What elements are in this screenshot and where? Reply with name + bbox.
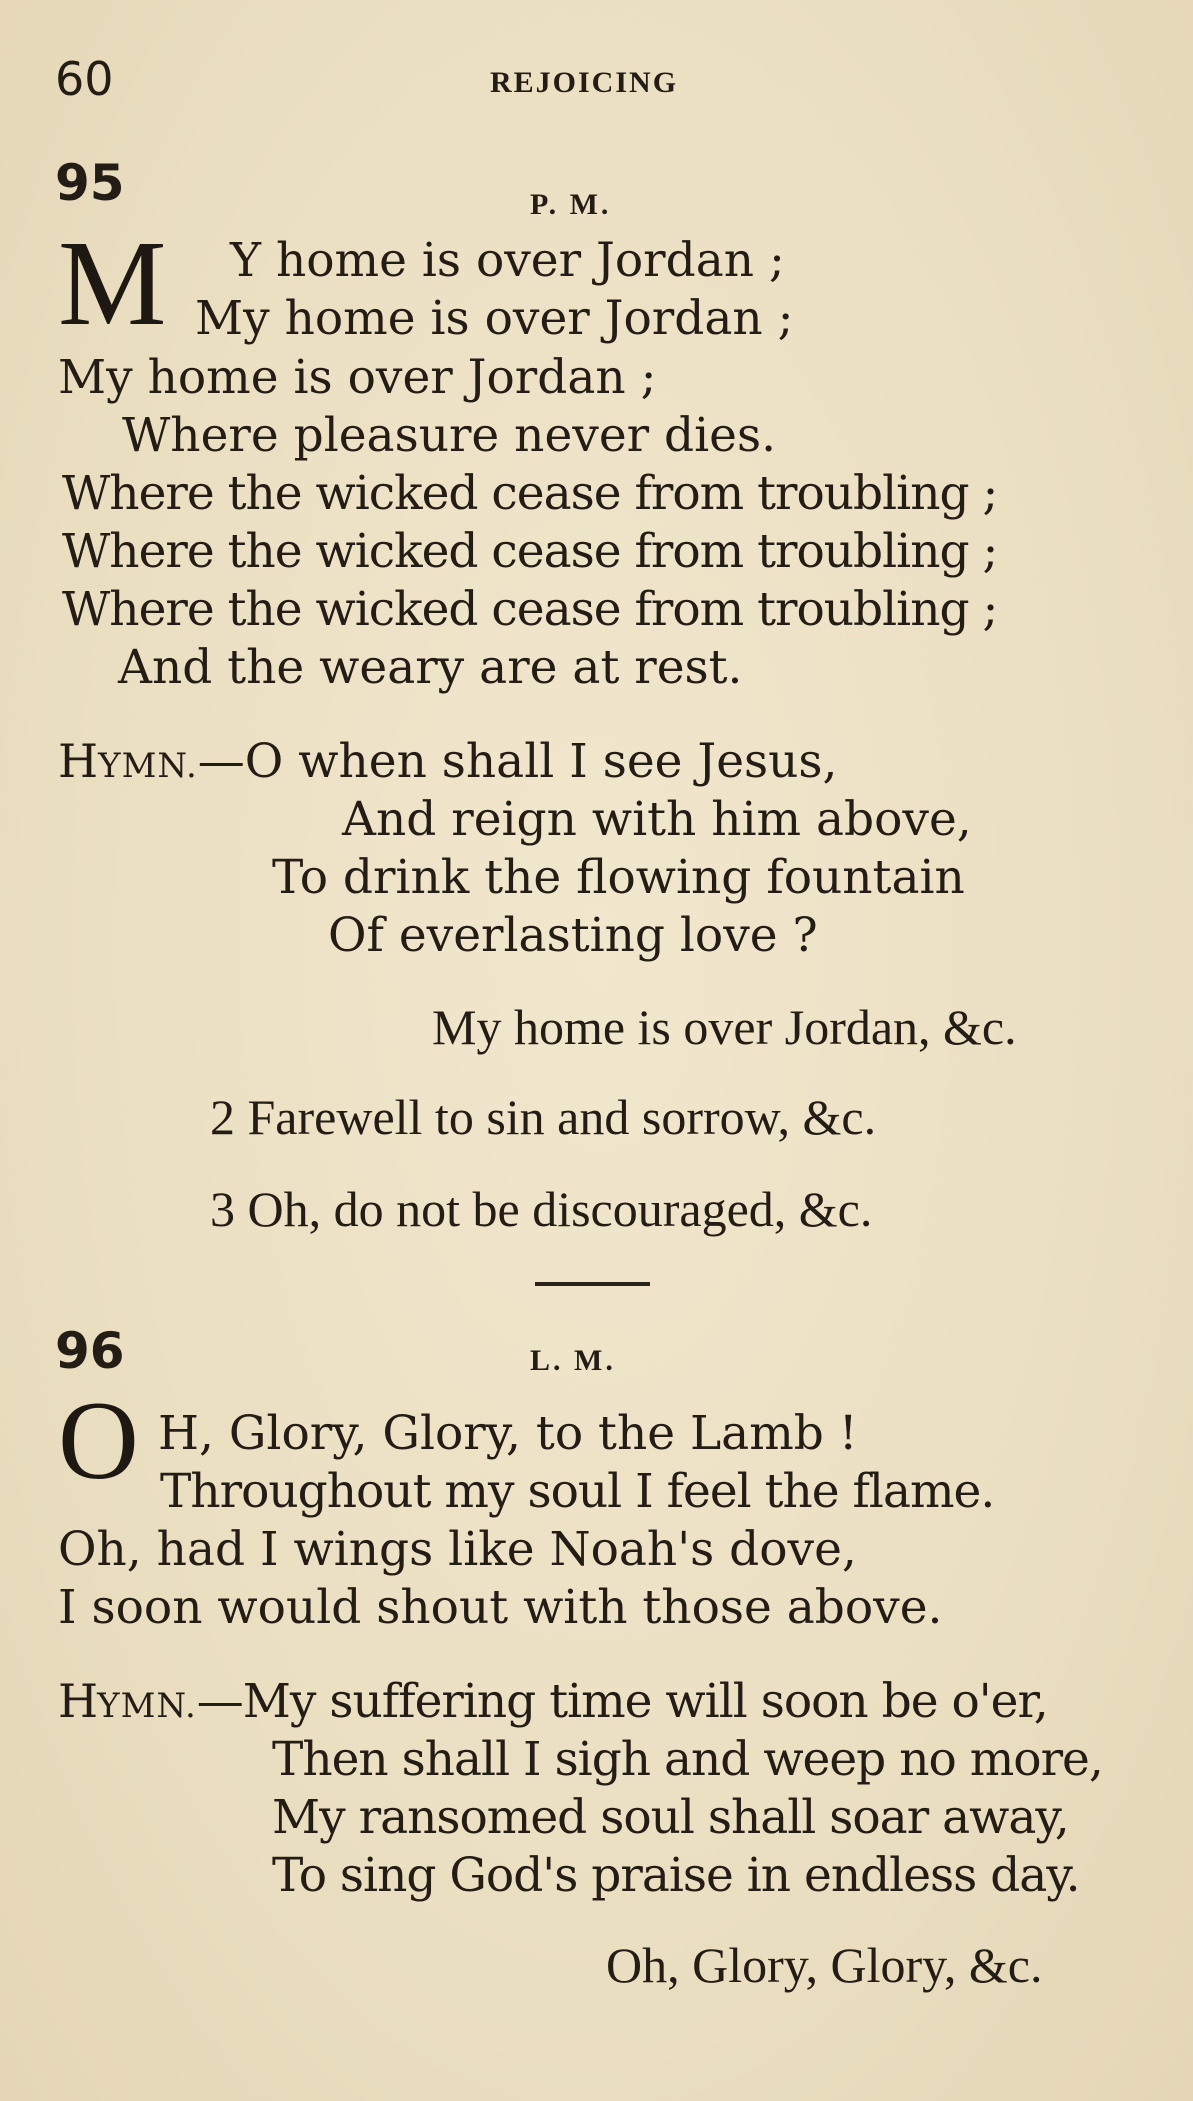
hymn-label: YMN. [98, 746, 198, 786]
verse-line: I soon would shout with those above. [58, 1580, 943, 1635]
verse-line: My home is over Jordan ; [195, 291, 794, 346]
hymn-dash: — [196, 1674, 243, 1729]
chorus-line: Then shall I sigh and weep no more, [272, 1732, 1103, 1787]
chorus-line: Of everlasting love ? [328, 908, 818, 963]
verse-line: Where the wicked cease from troubling ; [62, 524, 998, 579]
hymn-label-initial: H [58, 734, 99, 788]
hymn-dash: — [197, 734, 245, 789]
chorus-line: To drink the flowing fountain [272, 850, 965, 905]
verse-line: Oh, had I wings like Noah's dove, [58, 1522, 857, 1577]
hymn-meter: L. M. [530, 1344, 616, 1377]
page-number: 60 [55, 52, 114, 106]
hymn-label-initial: H [58, 1674, 98, 1728]
hymn-meter: P. M. [530, 188, 612, 221]
stanza-cue: 2 Farewell to sin and sorrow, &c. [210, 1089, 877, 1145]
chorus-line: To sing God's praise in endless day. [272, 1848, 1080, 1903]
refrain-line: Oh, Glory, Glory, &c. [606, 1937, 1043, 1993]
drop-cap: O [58, 1379, 139, 1503]
stanza-cue: 3 Oh, do not be discouraged, &c. [210, 1181, 873, 1237]
hymn-label-line [58, 1674, 1048, 1729]
verse-line: Where the wicked cease from troubling ; [62, 466, 998, 521]
verse-line: Where the wicked cease from troubling ; [62, 582, 998, 637]
verse-line: My home is over Jordan ; [58, 350, 657, 405]
verse-line: Where pleasure never dies. [122, 408, 777, 463]
verse-line: And the weary are at rest. [118, 640, 743, 695]
hymn-label: YMN. [97, 1686, 197, 1726]
verse-line: Y home is over Jordan ; [230, 233, 785, 288]
hymn-label-line [58, 734, 838, 789]
chorus-line: My suffering time will soon be o'er, [242, 1674, 1048, 1729]
verse-line: Throughout my soul I feel the flame. [160, 1464, 995, 1519]
refrain-line: My home is over Jordan, &c. [432, 999, 1017, 1055]
hymn-number: 96 [55, 1322, 125, 1380]
chorus-line: And reign with him above, [342, 792, 972, 847]
running-head: REJOICING [490, 66, 679, 99]
chorus-line: O when shall I see Jesus, [244, 734, 838, 789]
chorus-line: My ransomed soul shall soar away, [272, 1790, 1069, 1845]
drop-cap: M [58, 216, 167, 351]
verse-line: H, Glory, Glory, to the Lamb ! [158, 1406, 858, 1461]
hymn-number: 95 [55, 154, 125, 212]
section-divider [535, 1282, 650, 1286]
